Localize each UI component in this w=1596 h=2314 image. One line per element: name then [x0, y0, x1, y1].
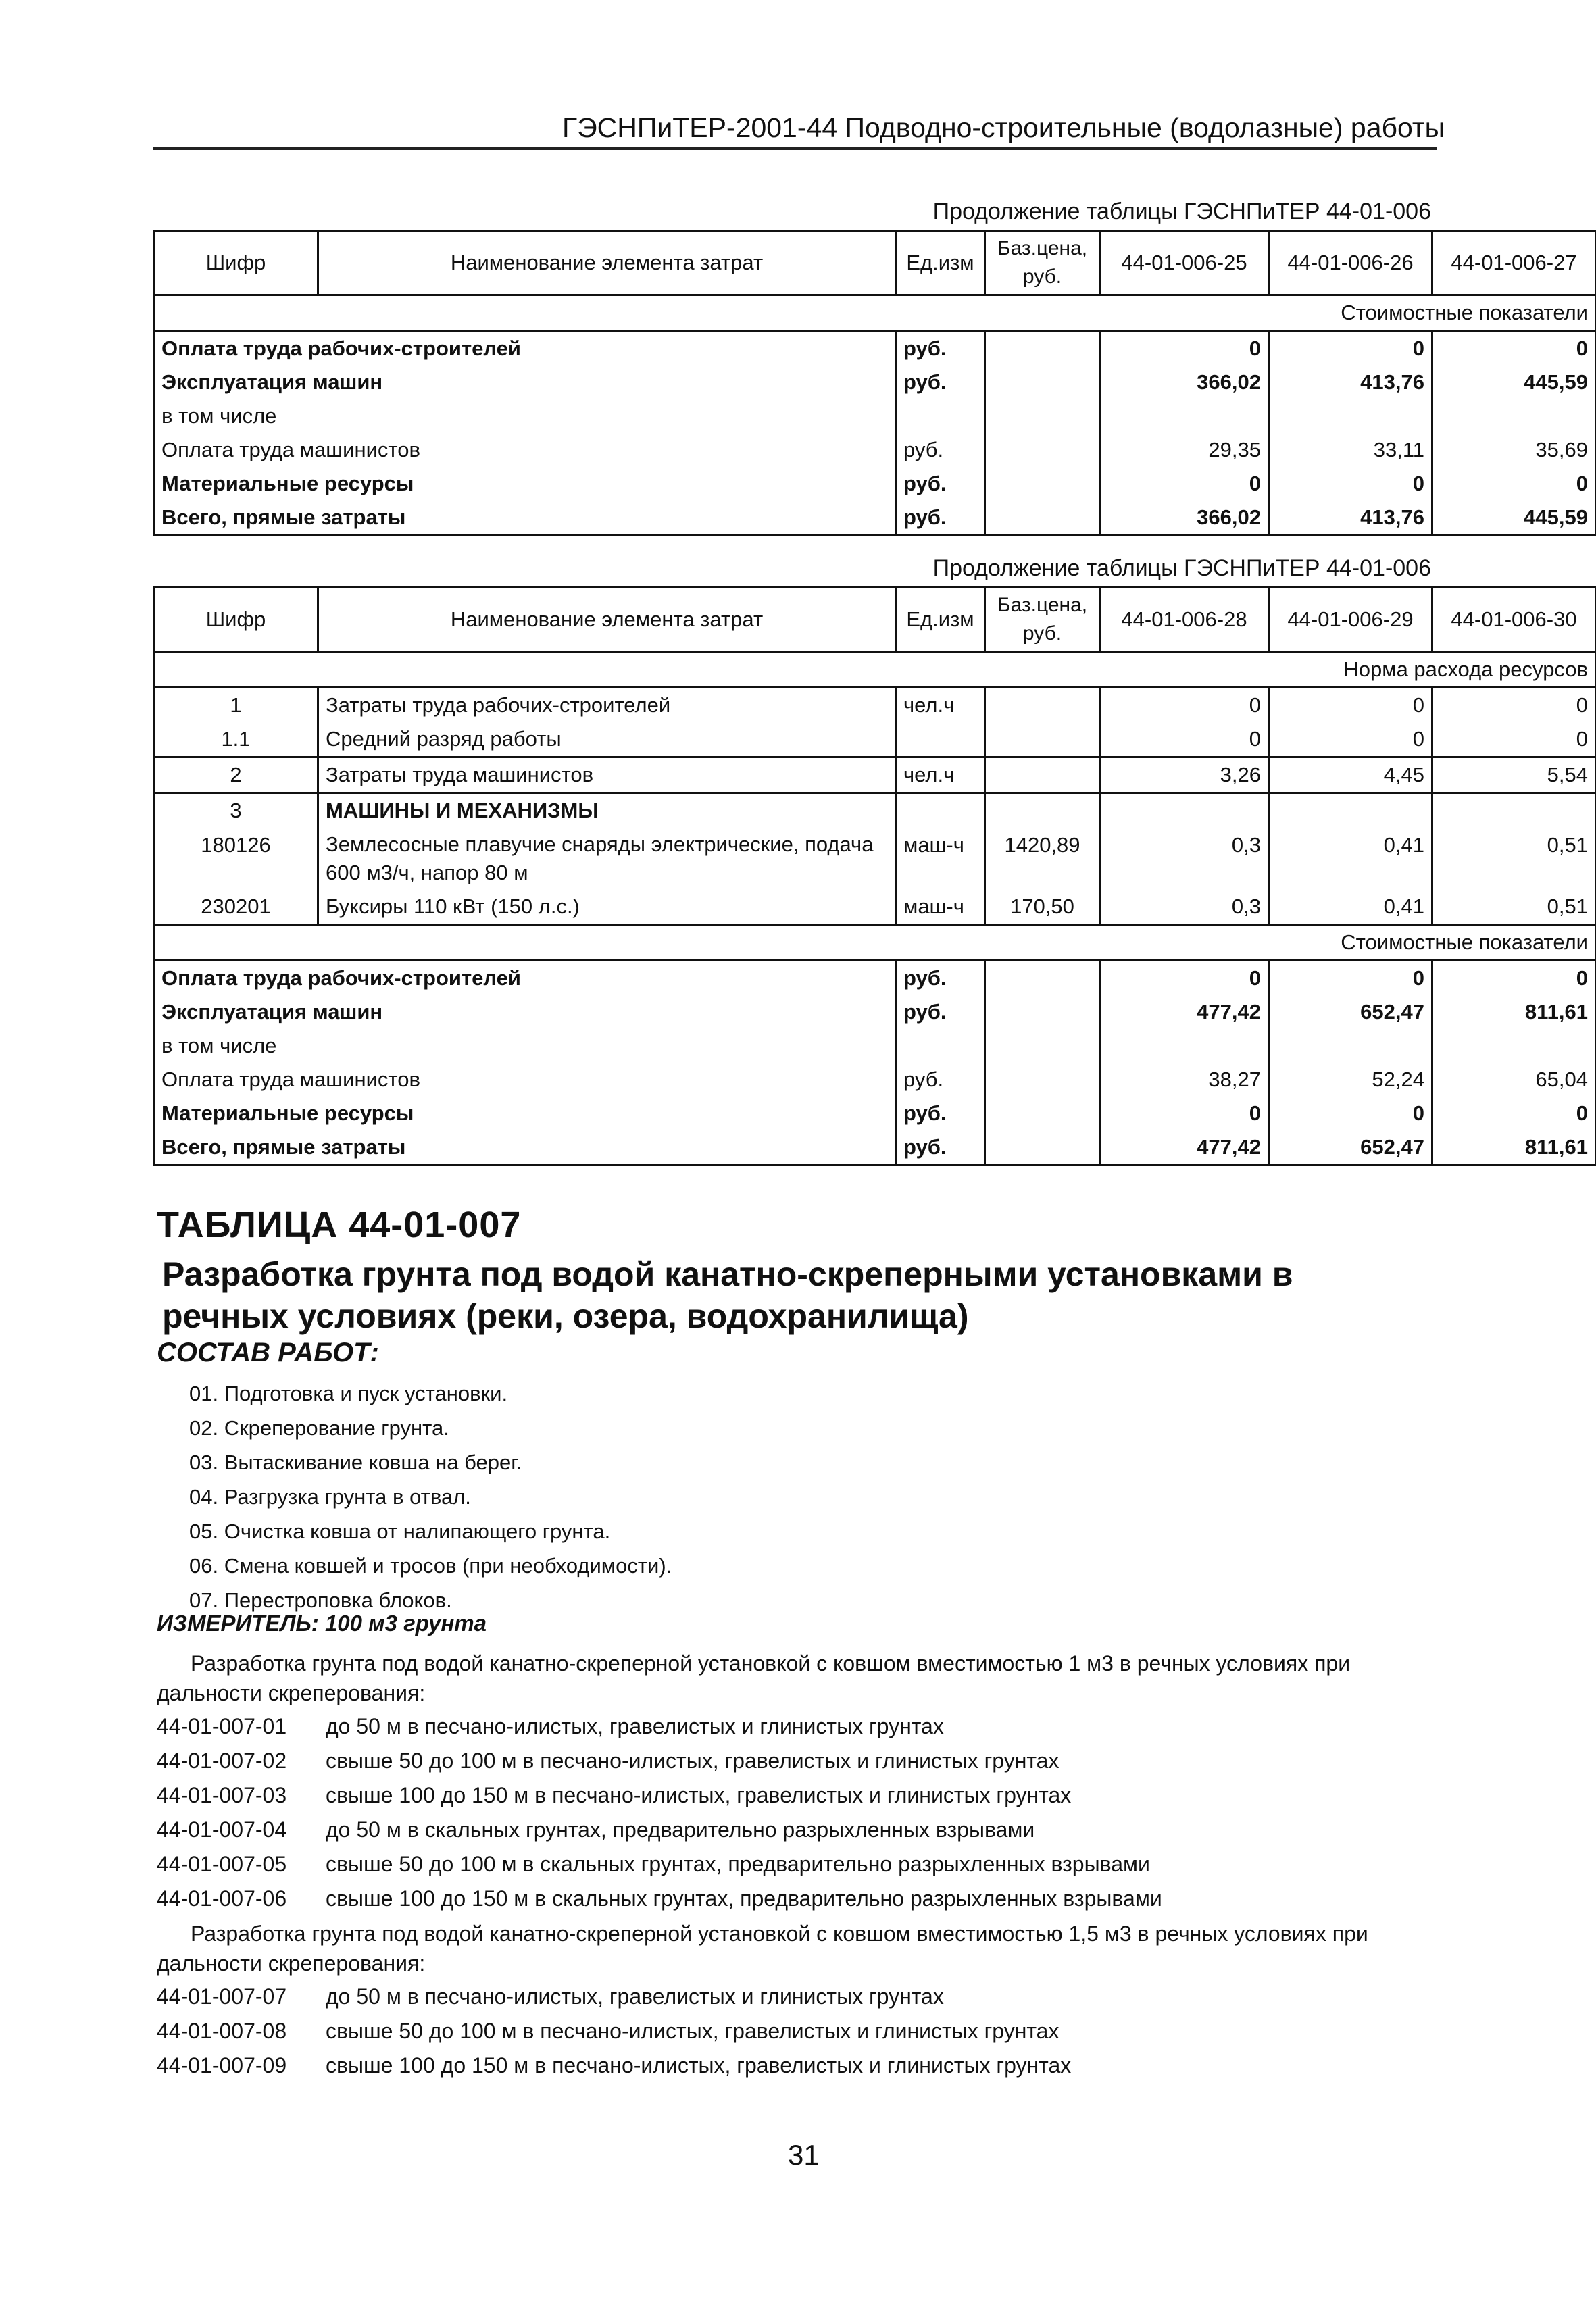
works-heading: СОСТАВ РАБОТ:	[157, 1338, 379, 1367]
table1	[153, 230, 1596, 536]
list-item: 04. Разгрузка грунта в отвал.	[189, 1485, 471, 1509]
group1-intro: Разработка грунта под водой канатно-скреперной установкой с ковшом вместимостью 1 м3 в речных условиях при дальности скреперования:	[157, 1651, 1351, 1705]
table-row: 1.1 Средний разряд работы 0 0 0	[154, 722, 1596, 757]
list-item: 44-01-007-03 свыше 100 до 150 м в песчано-илистых, гравелистых и глинистых грунтах	[157, 1783, 1072, 1807]
table1-col-name: Наименование элемента затрат	[318, 231, 896, 295]
table-title: ТАБЛИЦА 44-01-007	[157, 1205, 522, 1245]
table2-caption: Продолжение таблицы ГЭСНПиТЕР 44-01-006	[932, 555, 1431, 581]
section-subtitle: Разработка грунта под водой канатно-скреперными установками в речных условиях (реки, озера, водохранилища)	[162, 1255, 1293, 1335]
list-item: 44-01-007-08 свыше 50 до 100 м в песчано-илистых, гравелистых и глинистых грунтах	[157, 2019, 1059, 2043]
table2-section-cost: Стоимостные показатели	[154, 925, 1596, 961]
table2	[153, 586, 1596, 1166]
table1-section-label: Стоимостные показатели	[154, 295, 1596, 331]
table1-code-3: 44-01-006-27	[1432, 231, 1596, 295]
list-item: 44-01-007-07 до 50 м в песчано-илистых, гравелистых и глинистых грунтах	[157, 1984, 944, 2009]
list-item: 44-01-007-06 свыше 100 до 150 м в скальных грунтах, предварительно разрыхленных взрывами	[157, 1886, 1162, 1911]
group2-list	[157, 1980, 1071, 2083]
table-row: 230201 Буксиры 110 кВт (150 л.с.) маш-ч 170,50 0,3 0,41 0,51	[154, 890, 1596, 925]
table2-col-name: Наименование элемента затрат	[318, 588, 896, 652]
group2-intro: Разработка грунта под водой канатно-скреперной установкой с ковшом вместимостью 1,5 м3 в речных условиях при дальности скреперования:	[157, 1921, 1368, 1976]
table2-col-base: Баз.цена, руб.	[985, 588, 1100, 652]
table-row: 1 Затраты труда рабочих-строителей чел.ч 0 0 0	[154, 688, 1596, 723]
table-row: Материальные ресурсы руб. 0 0 0	[154, 467, 1596, 501]
list-item: 44-01-007-02 свыше 50 до 100 м в песчано-илистых, гравелистых и глинистых грунтах	[157, 1749, 1059, 1773]
table2-code-3: 44-01-006-30	[1432, 588, 1596, 652]
list-item: 44-01-007-05 свыше 50 до 100 м в скальных грунтах, предварительно разрыхленных взрывами	[157, 1852, 1150, 1876]
table1-header-row	[154, 231, 1596, 295]
table-row: 180126 Землесосные плавучие снаряды электрические, подача 600 м3/ч, напор 80 м маш-ч 1420,89 0,3 0,41 0,51	[154, 828, 1596, 890]
table-row: Всего, прямые затраты руб. 366,02 413,76 445,59	[154, 501, 1596, 536]
group1-list	[157, 1709, 1162, 1916]
works-list	[189, 1376, 672, 1617]
table2-col-unit: Ед.изм	[896, 588, 985, 652]
table1-code-2: 44-01-006-26	[1269, 231, 1432, 295]
page-number: 31	[788, 2139, 820, 2171]
table-row: Оплата труда машинистов руб. 38,27 52,24 65,04	[154, 1063, 1596, 1097]
table-row: 3 МАШИНЫ И МЕХАНИЗМЫ	[154, 793, 1596, 828]
list-item: 03. Вытаскивание ковша на берег.	[189, 1451, 522, 1474]
list-item: 06. Смена ковшей и тросов (при необходимости).	[189, 1554, 672, 1578]
list-item: 05. Очистка ковша от налипающего грунта.	[189, 1519, 611, 1543]
table-row: Эксплуатация машин руб. 366,02 413,76 445,59	[154, 366, 1596, 399]
table2-code-1: 44-01-006-28	[1100, 588, 1269, 652]
list-item: 02. Скреперование грунта.	[189, 1416, 449, 1440]
table1-col-base: Баз.цена, руб.	[985, 231, 1100, 295]
table1-caption: Продолжение таблицы ГЭСНПиТЕР 44-01-006	[932, 199, 1431, 224]
table-row: 2 Затраты труда машинистов чел.ч 3,26 4,45 5,54	[154, 757, 1596, 793]
list-item: 44-01-007-01 до 50 м в песчано-илистых, гравелистых и глинистых грунтах	[157, 1714, 944, 1738]
table1-section-row	[154, 295, 1596, 331]
table2-code-2: 44-01-006-29	[1269, 588, 1432, 652]
table-row: Оплата труда машинистов руб. 29,35 33,11 35,69	[154, 433, 1596, 467]
table2-header-row	[154, 588, 1596, 652]
table2-section-norm-row	[154, 652, 1596, 688]
list-item: 44-01-007-09 свыше 100 до 150 м в песчано-илистых, гравелистых и глинистых грунтах	[157, 2053, 1072, 2078]
table-row: Оплата труда рабочих-строителей руб. 0 0 0	[154, 331, 1596, 366]
header-rule	[153, 147, 1437, 150]
list-item: 01. Подготовка и пуск установки.	[189, 1382, 508, 1405]
table2-section-cost-row	[154, 925, 1596, 961]
table2-col-cipher: Шифр	[154, 588, 318, 652]
table-row: в том числе	[154, 399, 1596, 433]
table-row: Оплата труда рабочих-строителей руб. 0 0 0	[154, 961, 1596, 996]
table2-section-norm: Норма расхода ресурсов	[154, 652, 1596, 688]
table-row: Всего, прямые затраты руб. 477,42 652,47 811,61	[154, 1130, 1596, 1165]
table-row: Эксплуатация машин руб. 477,42 652,47 811,61	[154, 995, 1596, 1029]
list-item: 07. Перестроповка блоков.	[189, 1588, 452, 1612]
meter-label: ИЗМЕРИТЕЛЬ: 100 м3 грунта	[157, 1611, 487, 1636]
table-row: в том числе	[154, 1029, 1596, 1063]
table-row: Материальные ресурсы руб. 0 0 0	[154, 1097, 1596, 1130]
table1-code-1: 44-01-006-25	[1100, 231, 1269, 295]
table1-col-cipher: Шифр	[154, 231, 318, 295]
running-header: ГЭСНПиТЕР-2001-44 Подводно-строительные (водолазные) работы	[562, 112, 1445, 143]
list-item: 44-01-007-04 до 50 м в скальных грунтах, предварительно разрыхленных взрывами	[157, 1817, 1035, 1842]
table1-col-unit: Ед.изм	[896, 231, 985, 295]
